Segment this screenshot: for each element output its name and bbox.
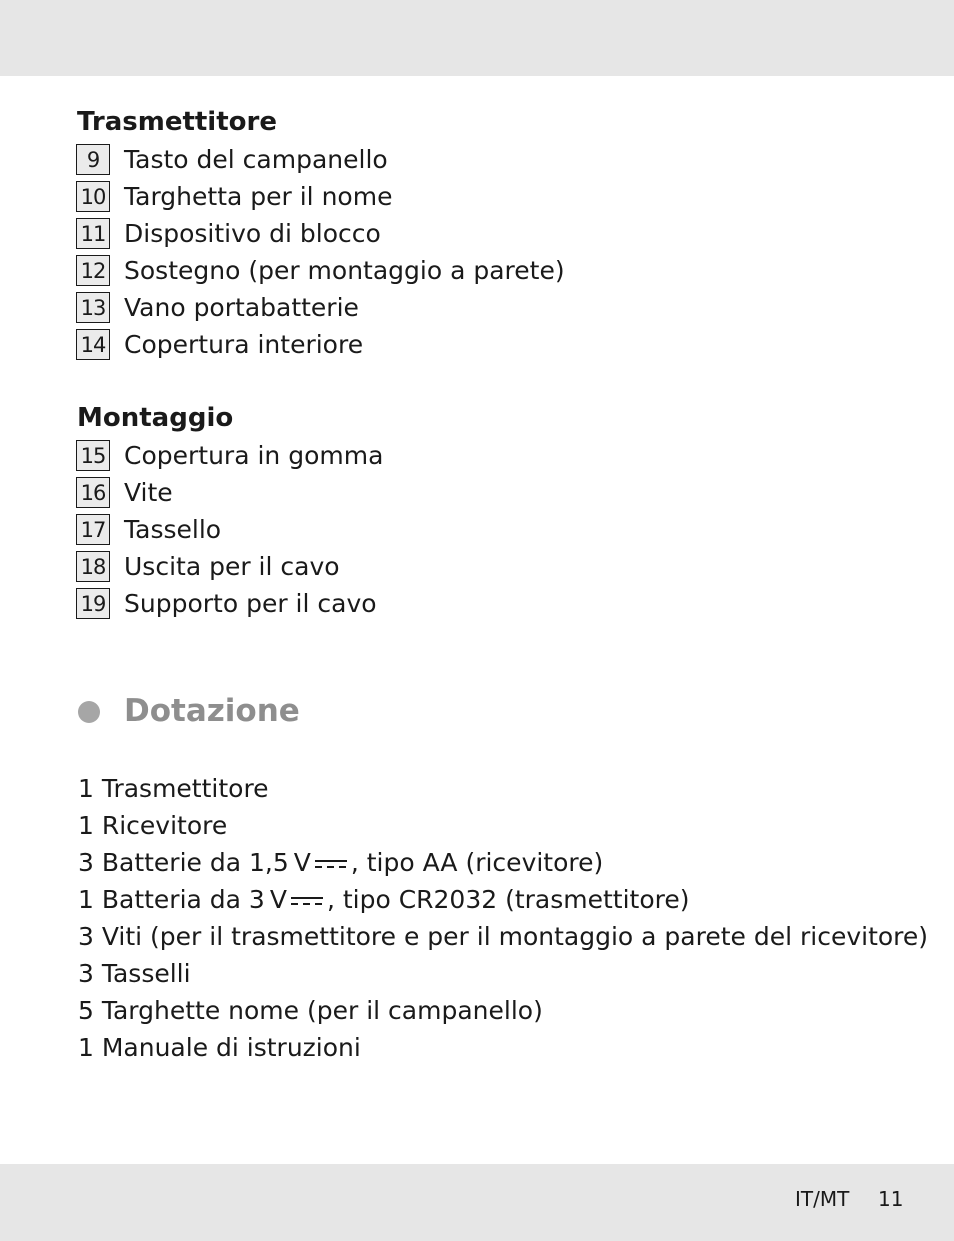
list-item bbox=[76, 252, 565, 289]
part-number-box: 14 bbox=[76, 329, 110, 360]
part-label: Copertura in gomma bbox=[124, 441, 384, 470]
list-item bbox=[76, 215, 565, 252]
contents-item: 3 Tasselli bbox=[78, 959, 191, 988]
part-number-box: 15 bbox=[76, 440, 110, 471]
contents-item: 1 Manuale di istruzioni bbox=[78, 1033, 361, 1062]
contents-item: 1 Ricevitore bbox=[78, 811, 228, 840]
contents-item: 3 Viti (per il trasmettitore e per il montaggio a parete del ricevitore) bbox=[78, 922, 929, 951]
contents-item bbox=[78, 881, 928, 918]
part-number-box: 16 bbox=[76, 477, 110, 508]
contents-item-text: 1 Batteria da 3 V bbox=[78, 885, 287, 914]
part-label: Sostegno (per montaggio a parete) bbox=[124, 256, 565, 285]
header-band bbox=[0, 0, 954, 76]
contents-item-text: , tipo AA (ricevitore) bbox=[350, 848, 604, 877]
part-label: Supporto per il cavo bbox=[124, 589, 377, 618]
list-item bbox=[76, 585, 383, 622]
part-number-box: 12 bbox=[76, 255, 110, 286]
part-number-box: 19 bbox=[76, 588, 110, 619]
footer-language: IT/MT bbox=[795, 1187, 850, 1211]
list-item bbox=[76, 474, 383, 511]
part-label: Copertura interiore bbox=[124, 330, 364, 359]
mounting-parts-list bbox=[76, 437, 383, 622]
contents-list bbox=[78, 770, 928, 1066]
section-title-transmitter: Trasmettitore bbox=[77, 107, 277, 137]
transmitter-parts-list bbox=[76, 141, 565, 363]
section-title-mounting: Montaggio bbox=[77, 403, 234, 433]
list-item bbox=[76, 437, 383, 474]
contents-item-text: , tipo CR2032 (trasmettitore) bbox=[326, 885, 690, 914]
contents-heading: Dotazione bbox=[124, 693, 300, 729]
list-item bbox=[76, 178, 565, 215]
part-label: Tasto del campanello bbox=[124, 145, 388, 174]
part-number-box: 13 bbox=[76, 292, 110, 323]
list-item bbox=[76, 326, 565, 363]
list-item bbox=[76, 511, 383, 548]
part-number-box: 11 bbox=[76, 218, 110, 249]
contents-item bbox=[78, 844, 928, 881]
list-item bbox=[76, 548, 383, 585]
contents-item: 5 Targhette nome (per il campanello) bbox=[78, 996, 543, 1025]
list-item bbox=[76, 141, 565, 178]
contents-item-text: 3 Batterie da 1,5 V bbox=[78, 848, 311, 877]
part-label: Tassello bbox=[124, 515, 222, 544]
part-number-box: 9 bbox=[76, 144, 110, 175]
part-number-box: 18 bbox=[76, 551, 110, 582]
part-number-box: 10 bbox=[76, 181, 110, 212]
part-number-box: 17 bbox=[76, 514, 110, 545]
part-label: Targhetta per il nome bbox=[124, 182, 393, 211]
bullet-dot-icon bbox=[78, 701, 100, 723]
part-label: Vano portabatterie bbox=[124, 293, 359, 322]
part-label: Uscita per il cavo bbox=[124, 552, 340, 581]
part-label: Dispositivo di blocco bbox=[124, 219, 381, 248]
list-item bbox=[76, 289, 565, 326]
contents-item: 1 Trasmettitore bbox=[78, 774, 269, 803]
dc-voltage-icon bbox=[314, 857, 348, 871]
part-label: Vite bbox=[124, 478, 173, 507]
dc-voltage-icon bbox=[290, 894, 324, 908]
page-number: 11 bbox=[878, 1187, 904, 1211]
